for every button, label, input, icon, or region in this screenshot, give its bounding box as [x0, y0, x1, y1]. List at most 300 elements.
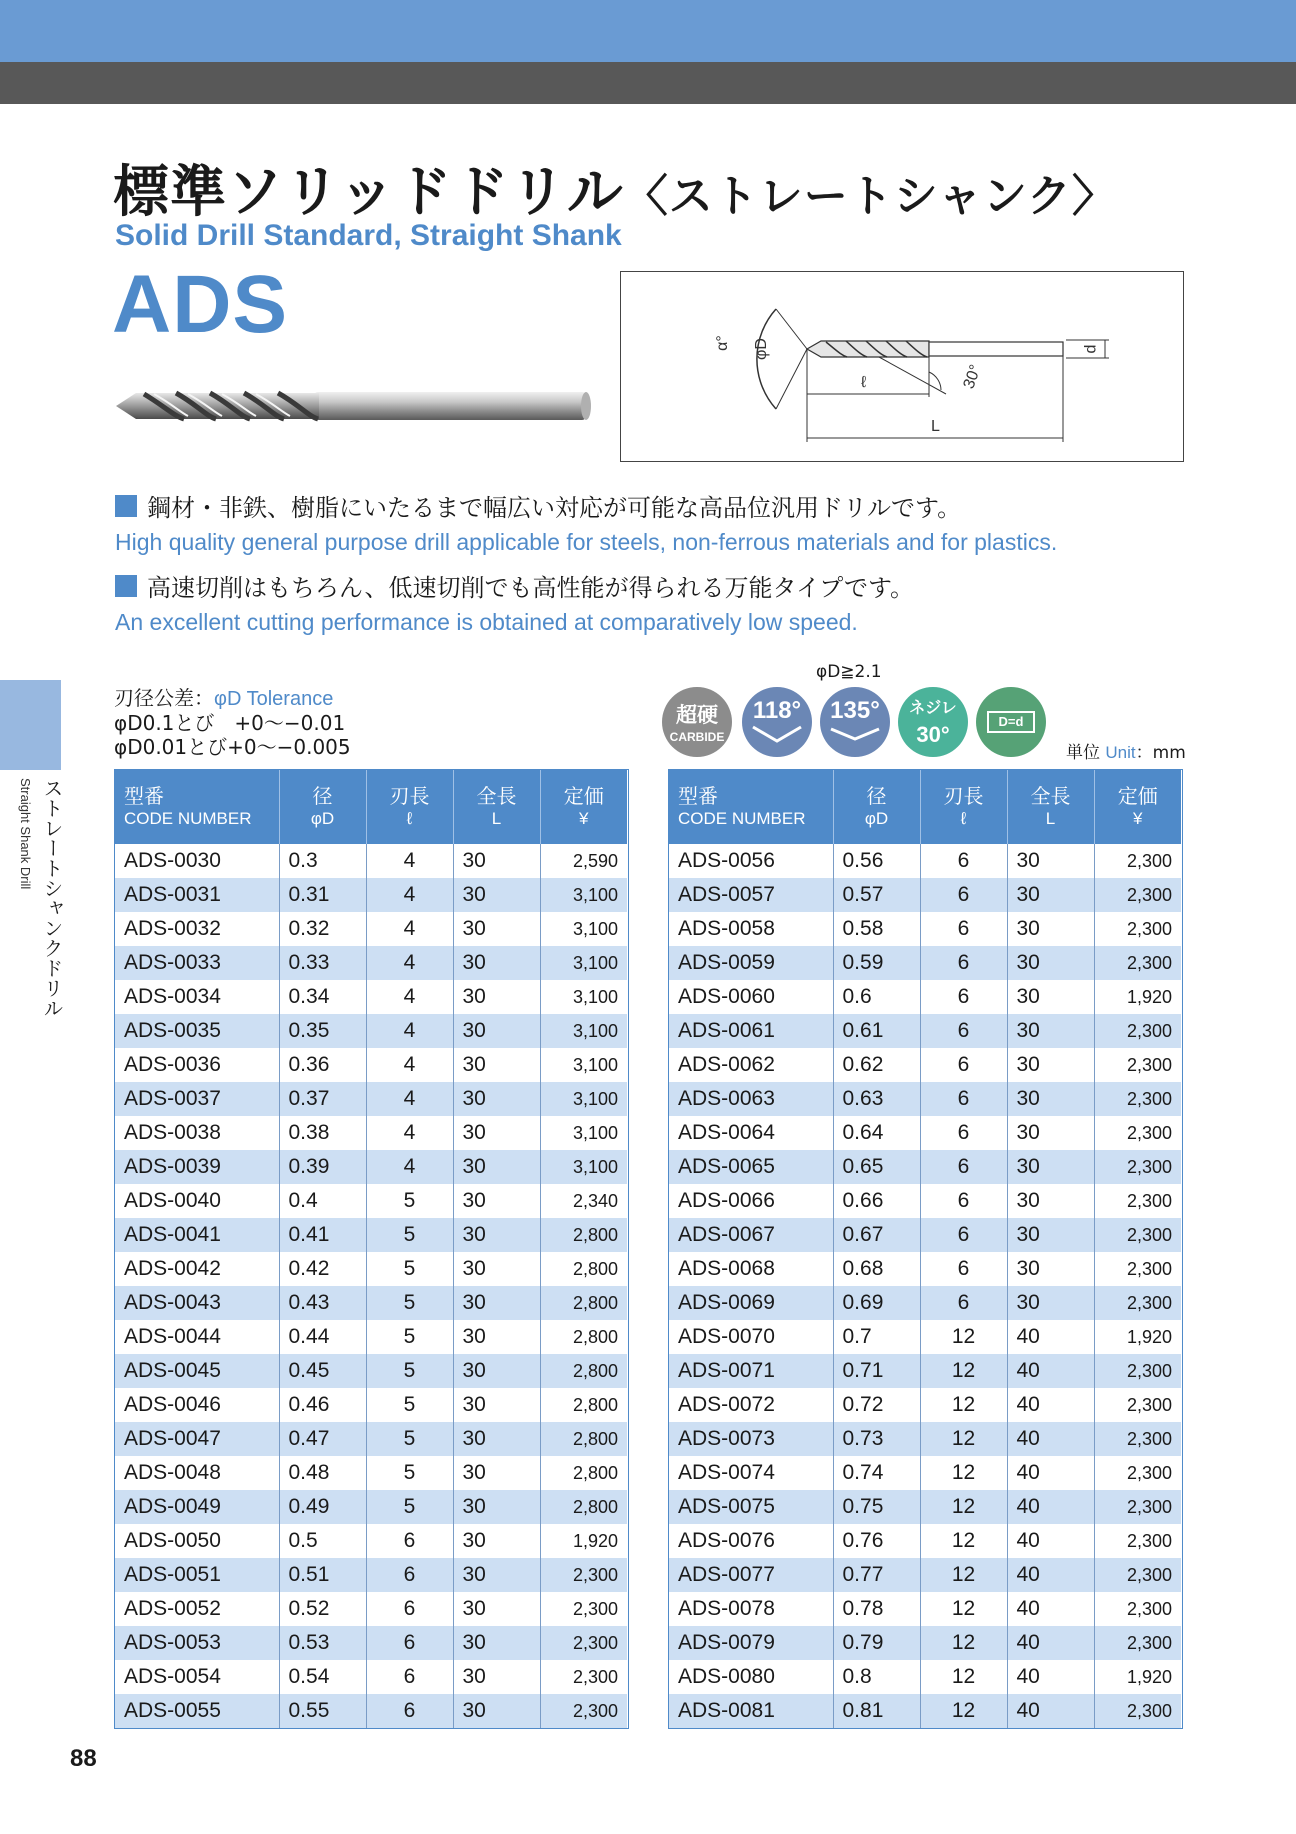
side-tab-marker [0, 680, 61, 770]
overall-length-cell: 40 [1007, 1524, 1094, 1558]
diameter-cell: 0.44 [279, 1320, 366, 1354]
diameter-cell: 0.33 [279, 946, 366, 980]
table-row [115, 1388, 627, 1422]
overall-length-cell: 30 [453, 1354, 540, 1388]
price-cell: 3,100 [540, 980, 627, 1014]
code-cell: ADS-0055 [115, 1694, 279, 1728]
flute-length-cell: 6 [920, 946, 1007, 980]
price-cell: 2,800 [540, 1490, 627, 1524]
diameter-cell: 0.7 [833, 1320, 920, 1354]
code-cell: ADS-0053 [115, 1626, 279, 1660]
overall-length-cell: 40 [1007, 1626, 1094, 1660]
code-cell: ADS-0051 [115, 1558, 279, 1592]
flute-length-cell: 12 [920, 1694, 1007, 1728]
feature-1-jp: 鋼材・非鉄、樹脂にいたるまで幅広い対応が可能な高品位汎用ドリルです。 [147, 494, 962, 522]
diameter-cell: 0.3 [279, 844, 366, 878]
overall-length-cell: 30 [1007, 1218, 1094, 1252]
diameter-cell: 0.45 [279, 1354, 366, 1388]
label-ell: ℓ [861, 374, 867, 391]
overall-length-cell: 30 [453, 1422, 540, 1456]
feature-2 [115, 568, 914, 636]
price-cell: 2,300 [1094, 1014, 1181, 1048]
overall-length-cell: 30 [453, 1150, 540, 1184]
series-name: ADS [112, 259, 289, 350]
diameter-cell: 0.73 [833, 1422, 920, 1456]
diameter-cell: 0.65 [833, 1150, 920, 1184]
tolerance-label-en: φD Tolerance [214, 688, 334, 710]
table-row [669, 1524, 1181, 1558]
diameter-cell: 0.64 [833, 1116, 920, 1150]
table-row [669, 1116, 1181, 1150]
table-row [669, 1252, 1181, 1286]
overall-length-cell: 30 [453, 1116, 540, 1150]
code-cell: ADS-0076 [669, 1524, 833, 1558]
diameter-cell: 0.53 [279, 1626, 366, 1660]
flute-length-cell: 6 [366, 1626, 453, 1660]
diameter-cell: 0.51 [279, 1558, 366, 1592]
overall-length-cell: 40 [1007, 1422, 1094, 1456]
table-row [669, 1388, 1181, 1422]
diameter-cell: 0.57 [833, 878, 920, 912]
shank-dd-badge: D=d [976, 687, 1046, 757]
price-cell: 2,300 [1094, 1116, 1181, 1150]
price-cell: 2,800 [540, 1456, 627, 1490]
tolerance-line-1: φD0.1とび +0〜−0.01 [114, 711, 346, 735]
price-cell: 2,340 [540, 1184, 627, 1218]
table-row [115, 1252, 627, 1286]
table-row [669, 1422, 1181, 1456]
price-cell: 3,100 [540, 1116, 627, 1150]
table-row [669, 1592, 1181, 1626]
code-cell: ADS-0031 [115, 878, 279, 912]
flute-length-cell: 4 [366, 844, 453, 878]
code-cell: ADS-0048 [115, 1456, 279, 1490]
col-code: 型番 CODE NUMBER [115, 770, 279, 844]
price-cell: 2,300 [1094, 1048, 1181, 1082]
table-row [115, 1184, 627, 1218]
price-cell: 2,800 [540, 1388, 627, 1422]
title-jp-main: 標準ソリッドドリル [113, 160, 624, 225]
table-row [115, 1422, 627, 1456]
code-cell: ADS-0081 [669, 1694, 833, 1728]
table-row [115, 1116, 627, 1150]
price-cell: 2,300 [1094, 1694, 1181, 1728]
price-cell: 2,300 [1094, 1354, 1181, 1388]
table-row [115, 980, 627, 1014]
code-cell: ADS-0071 [669, 1354, 833, 1388]
flute-length-cell: 12 [920, 1456, 1007, 1490]
diameter-cell: 0.69 [833, 1286, 920, 1320]
overall-length-cell: 30 [453, 1082, 540, 1116]
table-row [669, 946, 1181, 980]
table-row [115, 1626, 627, 1660]
point-angle-icon [749, 725, 805, 745]
table-row [115, 1218, 627, 1252]
code-cell: ADS-0077 [669, 1558, 833, 1592]
overall-length-cell: 30 [453, 1456, 540, 1490]
table-row [669, 1626, 1181, 1660]
flute-length-cell: 6 [920, 878, 1007, 912]
title-jp-sub: 〈ストレートシャンク〉 [623, 171, 1118, 222]
overall-length-cell: 30 [453, 1388, 540, 1422]
spec-table-left-frame [114, 769, 629, 1729]
overall-length-cell: 40 [1007, 1558, 1094, 1592]
price-cell: 2,300 [540, 1626, 627, 1660]
col-flute-length: 刃長 ℓ [366, 770, 453, 844]
diameter-cell: 0.62 [833, 1048, 920, 1082]
overall-length-cell: 30 [1007, 980, 1094, 1014]
diameter-cell: 0.5 [279, 1524, 366, 1558]
diameter-cell: 0.31 [279, 878, 366, 912]
diameter-cell: 0.54 [279, 1660, 366, 1694]
flute-length-cell: 4 [366, 1150, 453, 1184]
side-label-en: Straight Shank Drill [18, 778, 33, 890]
flute-length-cell: 6 [366, 1694, 453, 1728]
table-row [115, 1320, 627, 1354]
diameter-cell: 0.42 [279, 1252, 366, 1286]
flute-length-cell: 6 [920, 1150, 1007, 1184]
flute-length-cell: 12 [920, 1388, 1007, 1422]
table-row [115, 1082, 627, 1116]
code-cell: ADS-0052 [115, 1592, 279, 1626]
price-cell: 2,590 [540, 844, 627, 878]
price-cell: 2,300 [1094, 844, 1181, 878]
price-cell: 3,100 [540, 878, 627, 912]
diameter-cell: 0.47 [279, 1422, 366, 1456]
drill-photo [114, 386, 592, 426]
price-cell: 2,300 [1094, 1252, 1181, 1286]
col-diameter: 径 φD [833, 770, 920, 844]
flute-length-cell: 6 [920, 844, 1007, 878]
code-cell: ADS-0043 [115, 1286, 279, 1320]
table-row [115, 1354, 627, 1388]
col-overall-length: 全長 L [1007, 770, 1094, 844]
table-row [669, 1558, 1181, 1592]
table-row [669, 1150, 1181, 1184]
diameter-cell: 0.78 [833, 1592, 920, 1626]
diameter-cell: 0.71 [833, 1354, 920, 1388]
overall-length-cell: 40 [1007, 1388, 1094, 1422]
overall-length-cell: 30 [453, 1592, 540, 1626]
diameter-cell: 0.35 [279, 1014, 366, 1048]
overall-length-cell: 30 [453, 1694, 540, 1728]
code-cell: ADS-0036 [115, 1048, 279, 1082]
overall-length-cell: 30 [1007, 844, 1094, 878]
price-cell: 2,800 [540, 1286, 627, 1320]
col-overall-length: 全長 L [453, 770, 540, 844]
helix-angle-badge: ネジレ 30° [898, 687, 968, 757]
diameter-cell: 0.37 [279, 1082, 366, 1116]
price-cell: 1,920 [540, 1524, 627, 1558]
table-row [669, 1490, 1181, 1524]
diameter-cell: 0.74 [833, 1456, 920, 1490]
diameter-cell: 0.8 [833, 1660, 920, 1694]
diameter-cell: 0.39 [279, 1150, 366, 1184]
flute-length-cell: 4 [366, 980, 453, 1014]
diameter-cell: 0.55 [279, 1694, 366, 1728]
diameter-cell: 0.34 [279, 980, 366, 1014]
spec-table-left [115, 770, 627, 1728]
price-cell: 2,300 [1094, 1388, 1181, 1422]
diameter-cell: 0.67 [833, 1218, 920, 1252]
diameter-cell: 0.48 [279, 1456, 366, 1490]
overall-length-cell: 30 [1007, 1184, 1094, 1218]
table-row [669, 1082, 1181, 1116]
code-cell: ADS-0056 [669, 844, 833, 878]
flute-length-cell: 6 [920, 1082, 1007, 1116]
code-cell: ADS-0059 [669, 946, 833, 980]
code-cell: ADS-0063 [669, 1082, 833, 1116]
price-cell: 3,100 [540, 946, 627, 980]
table-row [115, 1524, 627, 1558]
table-row [115, 1150, 627, 1184]
label-L: L [931, 418, 940, 435]
overall-length-cell: 30 [453, 1014, 540, 1048]
bullet-square-icon [115, 575, 137, 597]
overall-length-cell: 30 [453, 1524, 540, 1558]
table-row [669, 980, 1181, 1014]
flute-length-cell: 12 [920, 1490, 1007, 1524]
code-cell: ADS-0074 [669, 1456, 833, 1490]
flute-length-cell: 5 [366, 1388, 453, 1422]
feature-1 [115, 488, 1057, 556]
table-row [115, 1694, 627, 1728]
code-cell: ADS-0061 [669, 1014, 833, 1048]
table-row [669, 1456, 1181, 1490]
title-en: Solid Drill Standard, Straight Shank [115, 219, 622, 252]
price-cell: 2,300 [1094, 1422, 1181, 1456]
price-cell: 1,920 [1094, 1320, 1181, 1354]
diameter-cell: 0.41 [279, 1218, 366, 1252]
flute-length-cell: 12 [920, 1320, 1007, 1354]
diameter-cell: 0.43 [279, 1286, 366, 1320]
overall-length-cell: 40 [1007, 1490, 1094, 1524]
code-cell: ADS-0030 [115, 844, 279, 878]
price-cell: 2,300 [1094, 1082, 1181, 1116]
price-cell: 3,100 [540, 912, 627, 946]
flute-length-cell: 6 [920, 1116, 1007, 1150]
price-cell: 2,300 [1094, 1592, 1181, 1626]
code-cell: ADS-0039 [115, 1150, 279, 1184]
code-cell: ADS-0054 [115, 1660, 279, 1694]
table-row [669, 1218, 1181, 1252]
header-dark-band [0, 62, 1296, 104]
table-row [669, 1048, 1181, 1082]
flute-length-cell: 4 [366, 946, 453, 980]
col-price: 定価 ¥ [1094, 770, 1181, 844]
overall-length-cell: 40 [1007, 1694, 1094, 1728]
price-cell: 2,300 [540, 1660, 627, 1694]
carbide-badge: 超硬 CARBIDE [662, 687, 732, 757]
overall-length-cell: 30 [453, 1558, 540, 1592]
col-diameter: 径 φD [279, 770, 366, 844]
overall-length-cell: 30 [453, 1490, 540, 1524]
diameter-cell: 0.38 [279, 1116, 366, 1150]
price-cell: 2,300 [1094, 1626, 1181, 1660]
price-cell: 3,100 [540, 1150, 627, 1184]
price-cell: 2,300 [1094, 1558, 1181, 1592]
price-cell: 2,800 [540, 1354, 627, 1388]
table-row [115, 1490, 627, 1524]
table-row [115, 1456, 627, 1490]
flute-length-cell: 4 [366, 912, 453, 946]
table-row [115, 1286, 627, 1320]
overall-length-cell: 30 [1007, 1082, 1094, 1116]
overall-length-cell: 30 [1007, 1048, 1094, 1082]
code-cell: ADS-0049 [115, 1490, 279, 1524]
tolerance-note [114, 686, 351, 759]
feature-2-en: An excellent cutting performance is obtained at comparatively low speed. [115, 609, 858, 635]
code-cell: ADS-0034 [115, 980, 279, 1014]
price-cell: 2,300 [540, 1558, 627, 1592]
flute-length-cell: 6 [920, 980, 1007, 1014]
overall-length-cell: 30 [453, 912, 540, 946]
table-header-row [115, 770, 627, 844]
table-row [115, 1558, 627, 1592]
code-cell: ADS-0038 [115, 1116, 279, 1150]
table-row [669, 1660, 1181, 1694]
code-cell: ADS-0045 [115, 1354, 279, 1388]
diameter-cell: 0.56 [833, 844, 920, 878]
diameter-cell: 0.52 [279, 1592, 366, 1626]
badge-condition: φD≧2.1 [816, 662, 882, 682]
code-cell: ADS-0062 [669, 1048, 833, 1082]
feature-1-en: High quality general purpose drill applicable for steels, non-ferrous materials and for plastics. [115, 529, 1058, 555]
code-cell: ADS-0067 [669, 1218, 833, 1252]
price-cell: 2,300 [1094, 946, 1181, 980]
overall-length-cell: 30 [453, 1660, 540, 1694]
overall-length-cell: 30 [453, 1048, 540, 1082]
tolerance-line-2: φD0.01とび+0〜−0.005 [114, 735, 351, 759]
diameter-cell: 0.46 [279, 1388, 366, 1422]
table-row [115, 844, 627, 878]
flute-length-cell: 6 [920, 1286, 1007, 1320]
code-cell: ADS-0075 [669, 1490, 833, 1524]
overall-length-cell: 30 [453, 1626, 540, 1660]
table-row [669, 1320, 1181, 1354]
flute-length-cell: 4 [366, 1082, 453, 1116]
flute-length-cell: 6 [920, 1252, 1007, 1286]
price-cell: 2,800 [540, 1252, 627, 1286]
diameter-cell: 0.6 [833, 980, 920, 1014]
table-row [115, 912, 627, 946]
price-cell: 1,920 [1094, 1660, 1181, 1694]
unit-label: 単位 Unit：mm [1066, 743, 1186, 763]
label-alpha: α° [713, 335, 731, 351]
drill-diagram-drawing [621, 272, 1185, 463]
table-row [669, 912, 1181, 946]
spec-table-right [669, 770, 1181, 1728]
price-cell: 2,300 [540, 1694, 627, 1728]
price-cell: 2,800 [540, 1320, 627, 1354]
overall-length-cell: 30 [453, 1184, 540, 1218]
flute-length-cell: 6 [366, 1524, 453, 1558]
table-row [669, 1014, 1181, 1048]
diameter-cell: 0.75 [833, 1490, 920, 1524]
code-cell: ADS-0066 [669, 1184, 833, 1218]
label-angle: 30° [960, 362, 985, 392]
price-cell: 2,300 [1094, 912, 1181, 946]
code-cell: ADS-0068 [669, 1252, 833, 1286]
overall-length-cell: 30 [453, 1320, 540, 1354]
table-row [669, 878, 1181, 912]
flute-length-cell: 5 [366, 1422, 453, 1456]
diameter-cell: 0.58 [833, 912, 920, 946]
flute-length-cell: 12 [920, 1354, 1007, 1388]
page-number: 88 [70, 1745, 97, 1772]
diameter-cell: 0.68 [833, 1252, 920, 1286]
overall-length-cell: 30 [453, 980, 540, 1014]
flute-length-cell: 6 [366, 1592, 453, 1626]
col-code: 型番 CODE NUMBER [669, 770, 833, 844]
diameter-cell: 0.77 [833, 1558, 920, 1592]
flute-length-cell: 5 [366, 1490, 453, 1524]
side-label-jp: ストレートシャンクドリル [40, 778, 64, 1018]
col-price: 定価 ¥ [540, 770, 627, 844]
flute-length-cell: 6 [920, 1218, 1007, 1252]
code-cell: ADS-0040 [115, 1184, 279, 1218]
code-cell: ADS-0032 [115, 912, 279, 946]
table-header-row [669, 770, 1181, 844]
flute-length-cell: 5 [366, 1320, 453, 1354]
flute-length-cell: 12 [920, 1660, 1007, 1694]
overall-length-cell: 30 [453, 1252, 540, 1286]
table-row [669, 1694, 1181, 1728]
code-cell: ADS-0033 [115, 946, 279, 980]
diameter-cell: 0.76 [833, 1524, 920, 1558]
code-cell: ADS-0065 [669, 1150, 833, 1184]
overall-length-cell: 30 [453, 844, 540, 878]
price-cell: 2,800 [540, 1422, 627, 1456]
label-d: d [1082, 344, 1100, 354]
code-cell: ADS-0057 [669, 878, 833, 912]
label-phiD: φD [752, 338, 770, 360]
price-cell: 2,300 [1094, 1218, 1181, 1252]
diameter-cell: 0.32 [279, 912, 366, 946]
code-cell: ADS-0073 [669, 1422, 833, 1456]
flute-length-cell: 5 [366, 1354, 453, 1388]
overall-length-cell: 40 [1007, 1456, 1094, 1490]
price-cell: 2,300 [1094, 1524, 1181, 1558]
table-row [669, 1286, 1181, 1320]
price-cell: 2,300 [1094, 1490, 1181, 1524]
overall-length-cell: 40 [1007, 1320, 1094, 1354]
code-cell: ADS-0044 [115, 1320, 279, 1354]
code-cell: ADS-0072 [669, 1388, 833, 1422]
top-color-band [0, 0, 1296, 62]
flute-length-cell: 5 [366, 1252, 453, 1286]
overall-length-cell: 30 [453, 946, 540, 980]
overall-length-cell: 30 [1007, 1150, 1094, 1184]
overall-length-cell: 30 [1007, 1116, 1094, 1150]
code-cell: ADS-0064 [669, 1116, 833, 1150]
diameter-cell: 0.61 [833, 1014, 920, 1048]
page-title [113, 148, 1117, 228]
flute-length-cell: 12 [920, 1626, 1007, 1660]
flute-length-cell: 12 [920, 1422, 1007, 1456]
diameter-cell: 0.72 [833, 1388, 920, 1422]
code-cell: ADS-0070 [669, 1320, 833, 1354]
overall-length-cell: 30 [1007, 912, 1094, 946]
overall-length-cell: 30 [1007, 1014, 1094, 1048]
code-cell: ADS-0069 [669, 1286, 833, 1320]
flute-length-cell: 12 [920, 1592, 1007, 1626]
price-cell: 3,100 [540, 1048, 627, 1082]
drill-diagram [620, 271, 1184, 462]
overall-length-cell: 30 [1007, 1252, 1094, 1286]
diameter-cell: 0.36 [279, 1048, 366, 1082]
overall-length-cell: 40 [1007, 1354, 1094, 1388]
